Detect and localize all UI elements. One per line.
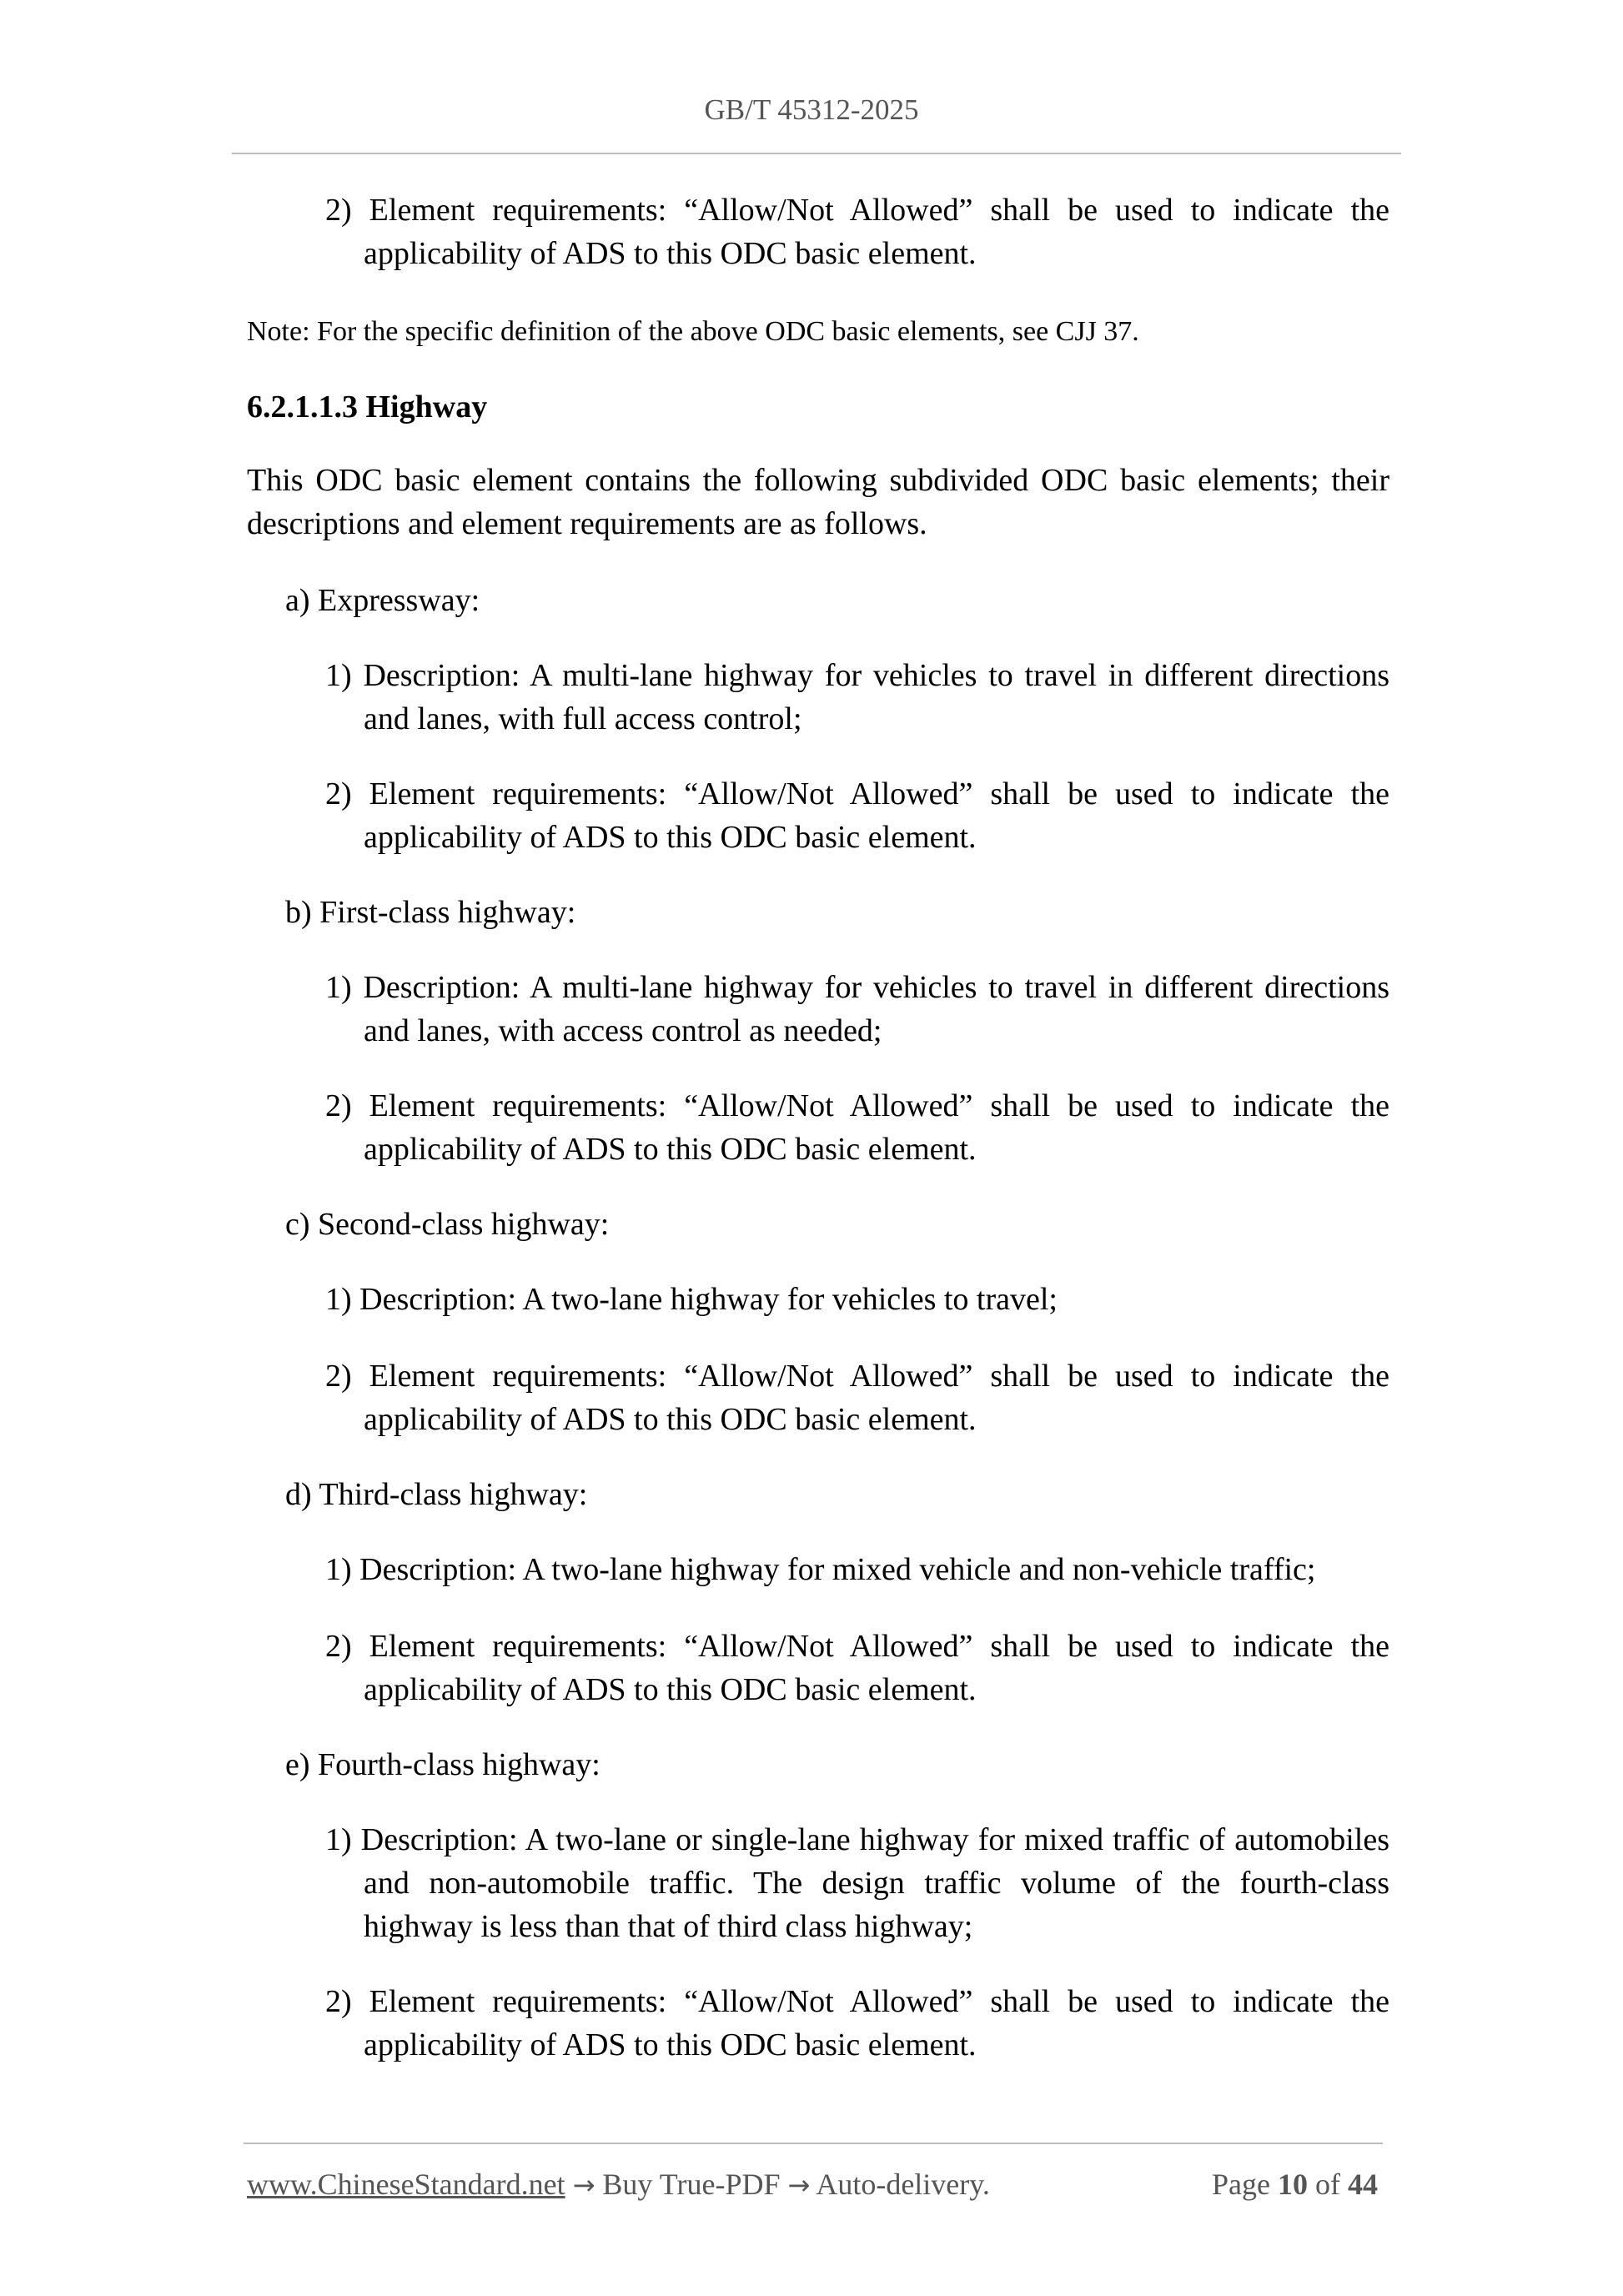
requirement-paragraph: 2) Element requirements: “Allow/Not Allowed” shall be used to indicate the applicability of ADS to this ODC basic element. [325,1629,1389,1707]
footer-promo [247,2167,990,2202]
delivery-text: Auto-delivery. [816,2168,990,2201]
description-paragraph: 1) Description: A two-lane or single-lane highway for mixed traffic of automobiles and non-automobile traffic. The design traffic volume of the fourth-class highway is less than that of third class highway; [325,1822,1389,1944]
requirement-paragraph: 2) Element requirements: “Allow/Not Allowed” shall be used to indicate the applicability of ADS to this ODC basic element. [325,1088,1389,1167]
description-paragraph: 1) Description: A two-lane highway for vehicles to travel; [325,1282,1058,1317]
description-paragraph: 1) Description: A multi-lane highway for vehicles to travel in different directions and lanes, with full access control; [325,658,1389,736]
list-item-label: e) Fourth-class highway: [285,1747,600,1782]
list-item-label: d) Third-class highway: [285,1477,588,1512]
buy-text: Buy True-PDF [602,2168,781,2201]
list-item-label: a) Expressway: [285,583,480,618]
requirement-paragraph: 2) Element requirements: “Allow/Not Allowed” shall be used to indicate the applicability of ADS to this ODC basic element. [325,776,1389,855]
requirement-paragraph: 2) Element requirements: “Allow/Not Allowed” shall be used to indicate the applicability of ADS to this ODC basic element. [325,1359,1389,1437]
page-word: Page [1212,2168,1270,2201]
header-standard-number: GB/T 45312-2025 [704,93,919,126]
header-divider [232,153,1401,154]
requirement-paragraph: 2) Element requirements: “Allow/Not Allowed” shall be used to indicate the applicability of ADS to this ODC basic element. [325,193,1389,271]
list-item-label: b) First-class highway: [285,895,576,930]
current-page: 10 [1278,2168,1308,2201]
of-word: of [1315,2168,1340,2201]
list-item-label: c) Second-class highway: [285,1207,610,1242]
section-heading: 6.2.1.1.3 Highway [247,389,488,425]
page-footer [247,2167,1386,2208]
requirement-paragraph: 2) Element requirements: “Allow/Not Allowed” shall be used to indicate the applicability of ADS to this ODC basic element. [325,1984,1389,2062]
description-paragraph: 1) Description: A multi-lane highway for vehicles to travel in different directions and lanes, with access control as needed; [325,970,1389,1048]
website-link[interactable]: www.ChineseStandard.net [247,2168,565,2201]
arrow-right-icon: → [572,2169,595,2201]
footer-divider [244,2143,1383,2144]
description-paragraph: 1) Description: A two-lane highway for mixed vehicle and non-vehicle traffic; [325,1552,1316,1587]
page-number [1212,2167,1378,2202]
arrow-right-icon: → [787,2169,811,2201]
intro-paragraph: This ODC basic element contains the following subdivided ODC basic elements; their descriptions and element requirements are as follows. [247,463,1389,541]
note-paragraph: Note: For the specific definition of the above ODC basic elements, see CJJ 37. [247,316,1139,347]
total-pages: 44 [1348,2168,1378,2201]
